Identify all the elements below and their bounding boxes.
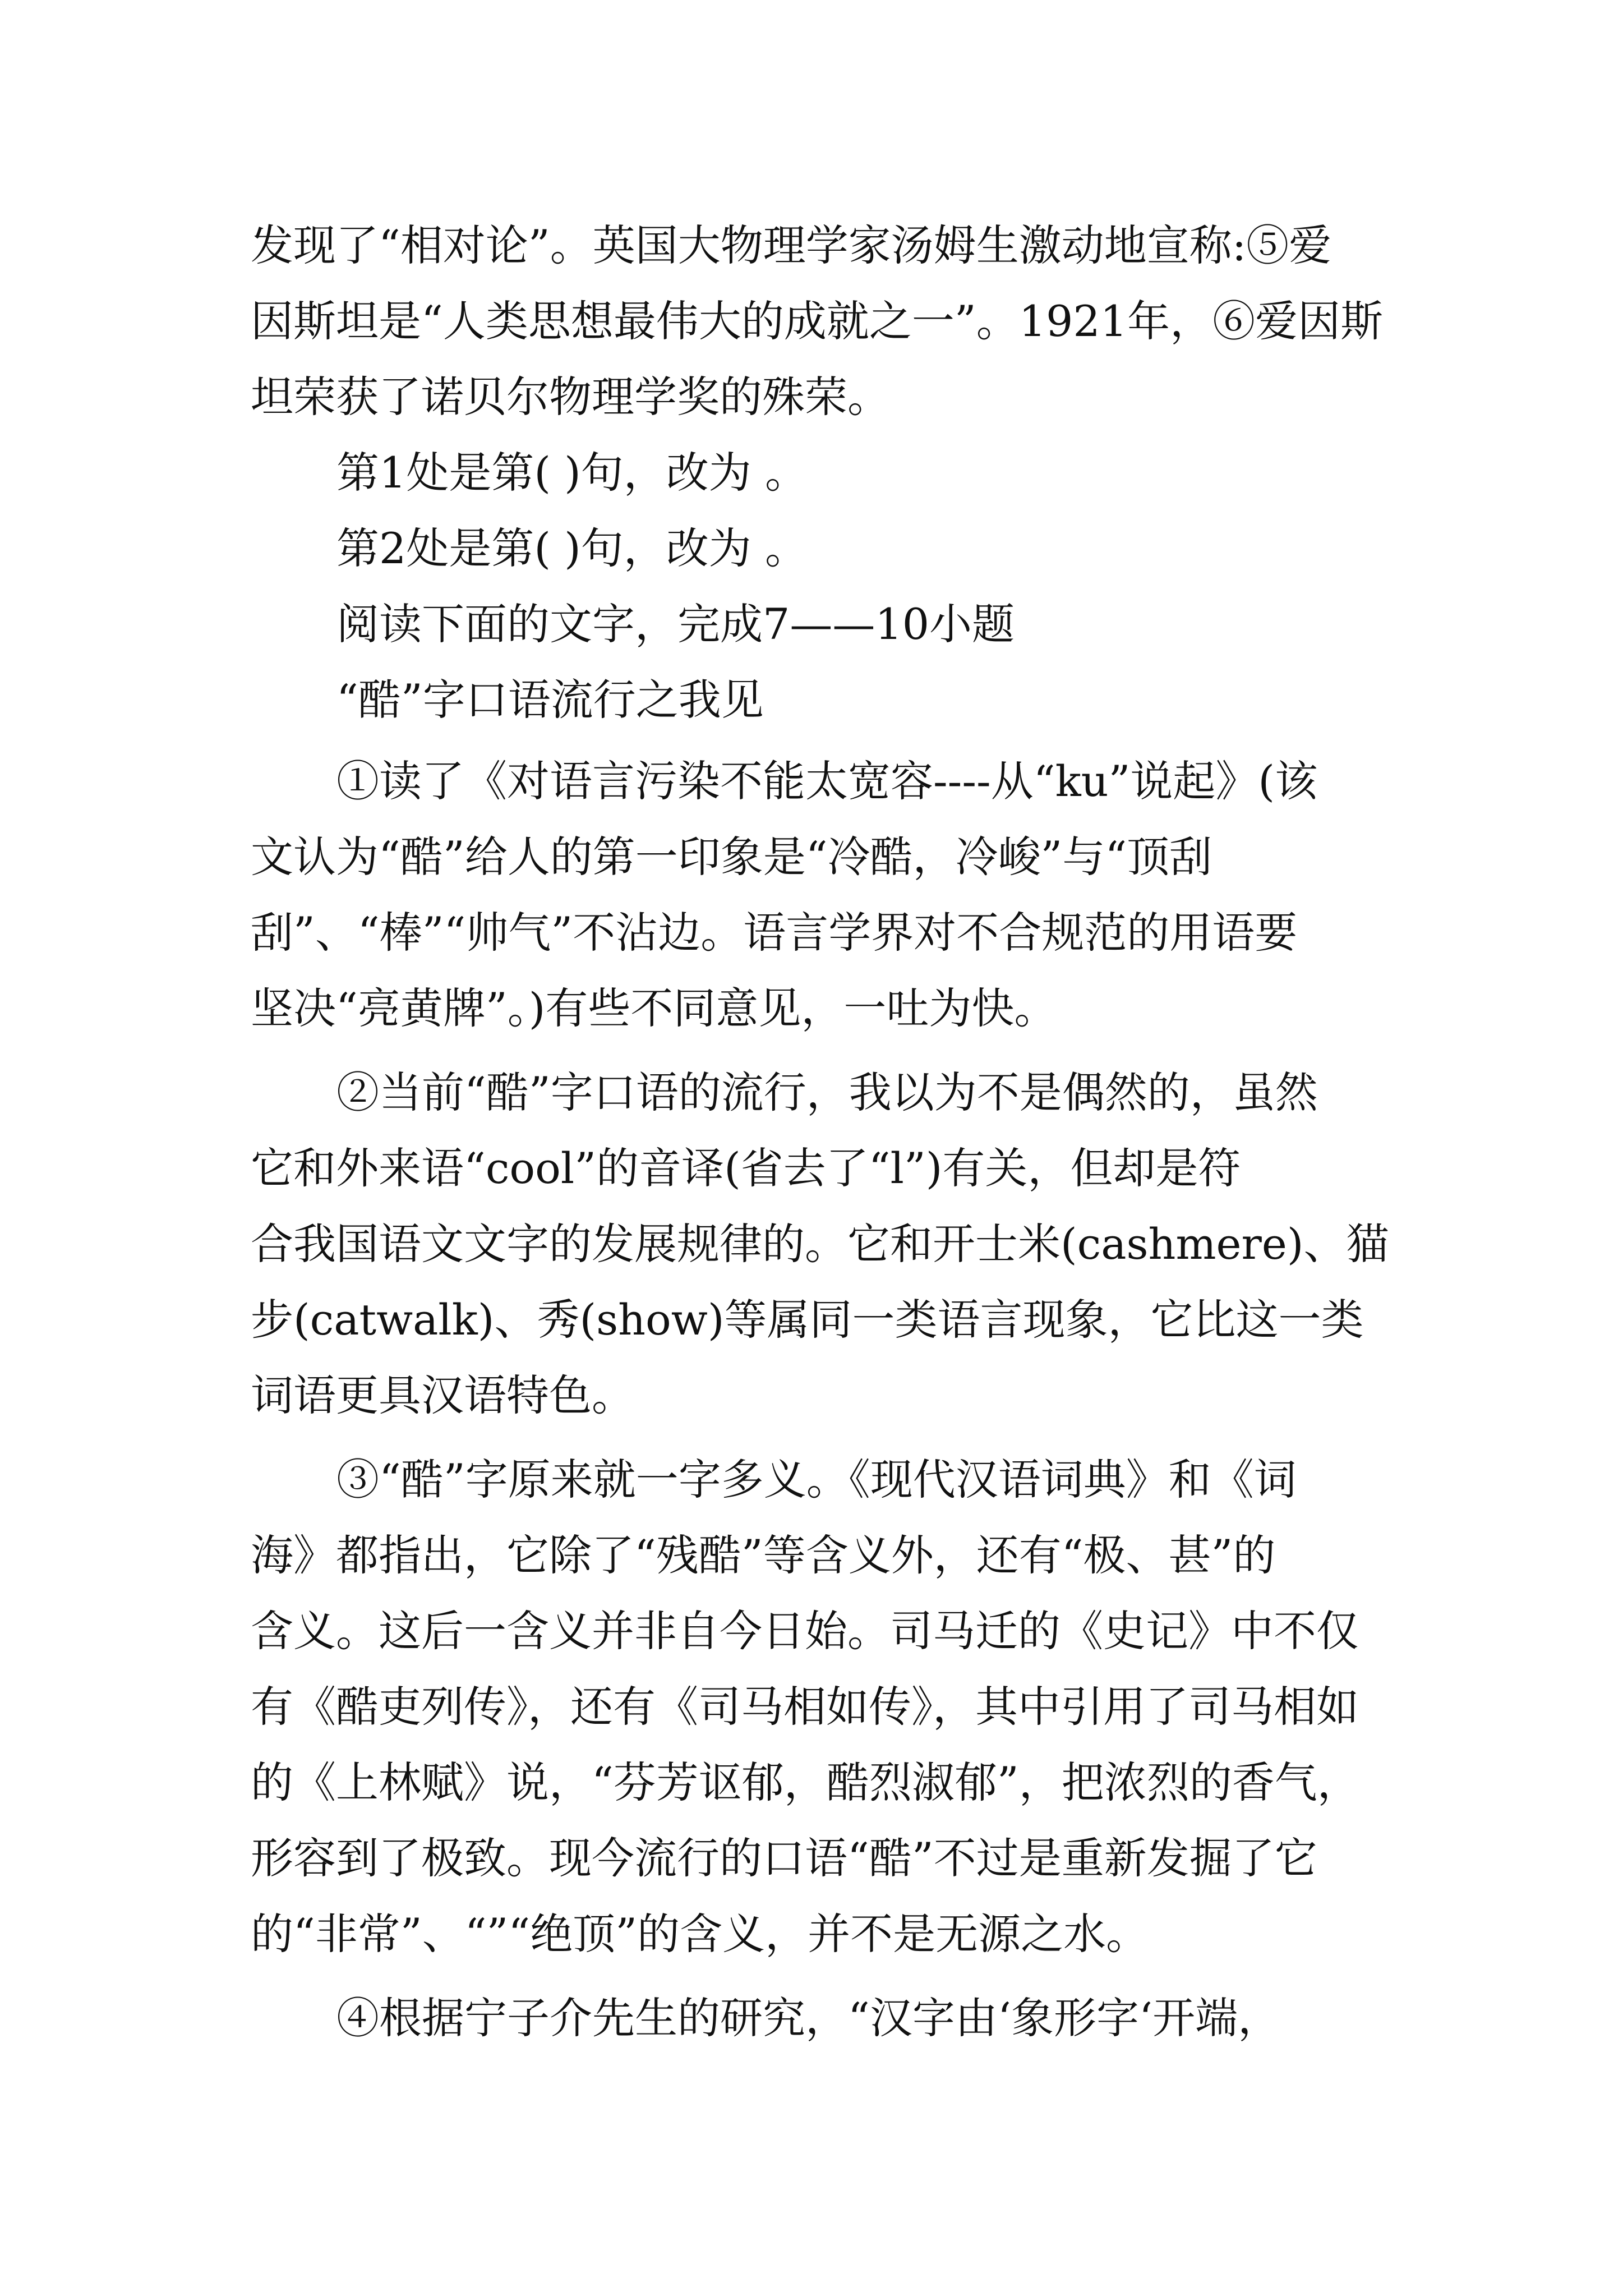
- paragraph-1-line: 刮”、“棒”“帅气”不沾边。语言学界对不合规范的用语要: [251, 908, 1298, 958]
- question-line-2: 第2处是第( )句，改为 。: [336, 523, 808, 573]
- paragraph-4-line: ④根据宁子介先生的研究，“汉字由‘象形字‘开端，: [336, 1993, 1281, 2043]
- article-title: “酷”字口语流行之我见: [336, 675, 764, 725]
- paragraph-3-line: 的“非常”、“”“绝顶”的含义，并不是无源之水。: [251, 1909, 1149, 1959]
- paragraph-1-line: 坚决“亮黄牌”。)有些不同意见，一吐为快。: [251, 983, 1057, 1033]
- paragraph-3-line: 形容到了极致。现今流行的口语“酷”不过是重新发掘了它: [251, 1833, 1317, 1883]
- paragraph-2-line: ②当前“酷”字口语的流行，我以为不是偶然的，虽然: [336, 1068, 1318, 1117]
- instruction-line: 阅读下面的文字，完成7——10小题: [336, 599, 1015, 649]
- paragraph-2-line: 词语更具汉语特色。: [251, 1370, 634, 1420]
- paragraph-1-line: ①读了《对语言污染不能太宽容----从“ku”说起》(该: [336, 756, 1318, 806]
- paragraph-2-line: 它和外来语“cool”的音译(省去了“l”)有关，但却是符: [251, 1143, 1241, 1193]
- text-line: 发现了“相对论”。英国大物理学家汤姆生激动地宣称:⑤爱: [251, 220, 1332, 270]
- text-line: 坦荣获了诺贝尔物理学奖的殊荣。: [251, 372, 890, 422]
- paragraph-2-line: 步(catwalk)、秀(show)等属同一类语言现象，它比这一类: [251, 1295, 1364, 1345]
- question-line-1: 第1处是第( )句，改为 。: [336, 448, 808, 498]
- paragraph-1-line: 文认为“酷”给人的第一印象是“冷酷，冷峻”与“顶刮: [251, 832, 1212, 882]
- paragraph-3-line: 含义。这后一含义并非自今日始。司马迁的《史记》中不仅: [251, 1606, 1359, 1656]
- text-line: 因斯坦是“人类思想最伟大的成就之一”。1921年，⑥爱因斯: [251, 296, 1384, 346]
- paragraph-3-line: ③“酷”字原来就一字多义。《现代汉语词典》和《词: [336, 1455, 1297, 1504]
- paragraph-3-line: 的《上林赋》说，“芬芳讴郁，酷烈淑郁”，把浓烈的香气，: [251, 1757, 1360, 1807]
- paragraph-2-line: 合我国语文文字的发展规律的。它和开士米(cashmere)、猫: [251, 1219, 1389, 1269]
- paragraph-3-line: 有《酷吏列传》，还有《司马相如传》，其中引用了司马相如: [251, 1682, 1359, 1732]
- paragraph-3-line: 海》都指出，它除了“残酷”等含义外，还有“极、甚”的: [251, 1530, 1276, 1580]
